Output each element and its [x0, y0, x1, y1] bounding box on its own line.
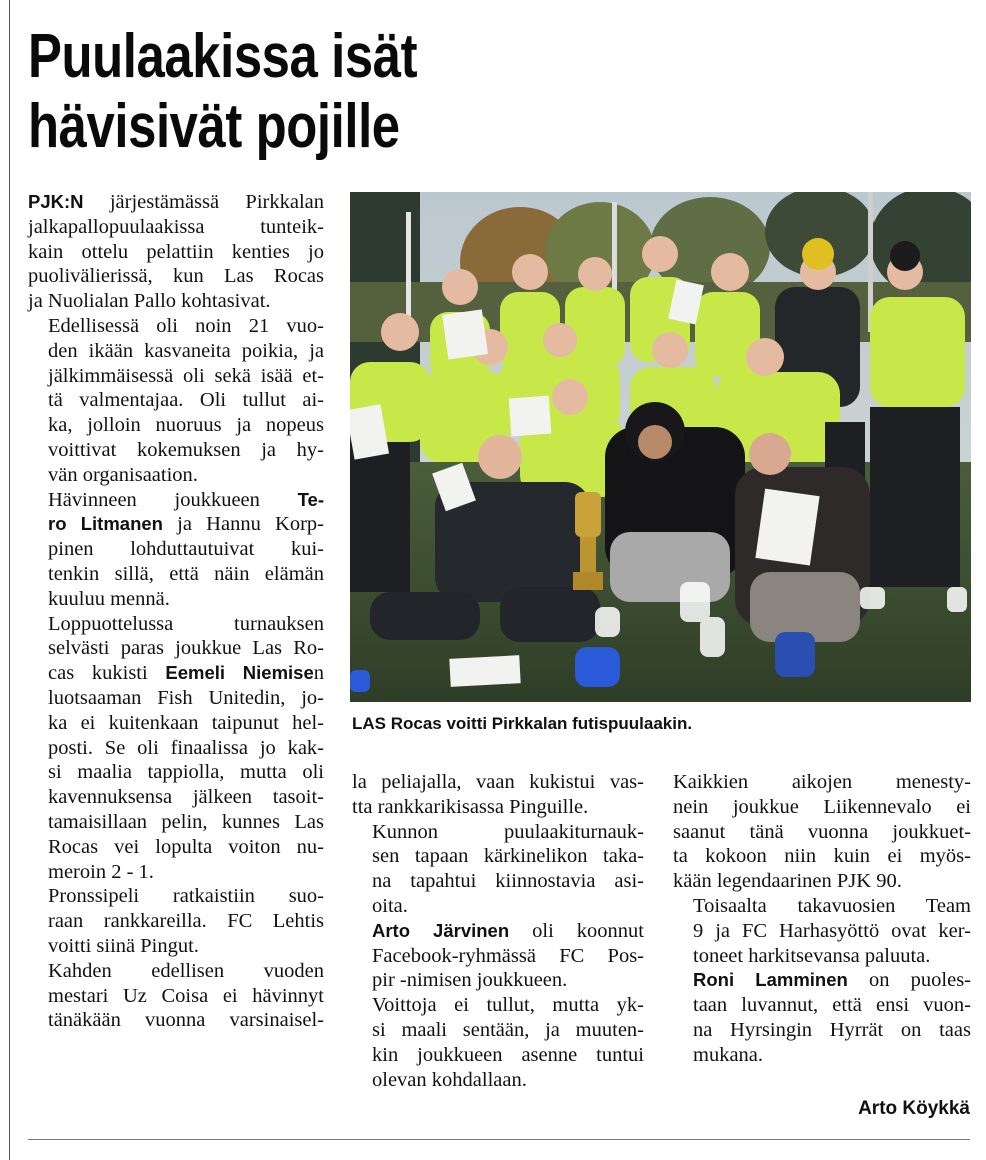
paragraph-8: Kunnon puulaakiturnauk- sen tapaan kärkinelikon taka- na tapahtui kiinnostavia asi- oita.	[372, 820, 644, 917]
bold-name-eemeli-niemisen: Eemeli Niemise	[165, 662, 314, 684]
bold-name-arto-jarvinen: Arto Järvinen	[372, 919, 510, 941]
headline	[28, 22, 520, 162]
paragraph-5: Pronssipeli ratkaistiin suo- raan rankkareilla. FC Lehtis voitti siinä Pingut.	[48, 885, 324, 957]
paragraph-10: Voittoja ei tullut, mutta yk- si maali sentään, ja muuten- kin joukkueen asenne tuntui olevan kohdallaan.	[372, 994, 644, 1091]
paragraph-7: la peliajalla, vaan kukistui vas- tta rankkarikisassa Pinguille.	[352, 771, 644, 818]
article-column-1	[28, 190, 324, 1033]
paragraph-11: Kaikkien aikojen menesty- nein joukkue Liikennevalo ei saanut tänä vuonna joukkuet- ta kokoon niin kuin ei myös- kään legendaarinen PJK 90.	[673, 771, 971, 893]
bottom-rule	[28, 1139, 970, 1140]
photo-caption: LAS Rocas voitti Pirkkalan futispuulaakin.	[352, 714, 693, 733]
paragraph-1: PJK:N järjestämässä Pirkkalan jalkapallopuulaakissa tunteik- kain ottelu pelattiin kenties jo puolivälierissä, kun Las Rocas ja Nuolialan Pallo kohtasivat.	[28, 191, 324, 313]
paragraph-9: Arto Järvinen oli koonnut Facebook-ryhmässä FC Pos- pir -nimisen joukkueen.	[372, 919, 644, 992]
article-column-2	[352, 770, 644, 1092]
page-left-rule	[9, 0, 10, 1160]
paragraph-4: Loppuottelussa turnauksen selvästi paras joukkue Las Ro- cas kukisti Eemeli Niemisen luotsaaman Fish Unitedin, jo- ka ei kuitenkaan taipunut hel- posti. Se oli finaalissa jo kak- si maalia tappiolla, mutta oli kavennuksensa jälkeen tasoit- tamaisillaan pelin, kunnes Las Rocas vei lopulta voiton nu- meroin 2 - 1.	[48, 612, 324, 883]
headline-line-1: Puulaakissa isät	[28, 22, 418, 91]
paragraph-2: Edellisessä oli noin 21 vuo- den ikään kasvaneita poikia, ja jälkimmäisessä oli sekä isää et- tä valmentajaa. Oli tullut ai- ka, jolloin nuoruus ja nopeus voittivat kokemuksen ja hy- vän organisaation.	[48, 314, 324, 486]
article-column-3	[673, 770, 971, 1068]
paragraph-3: Hävinneen joukkueen Te- ro Litmanen ja Hannu Korp- pinen lohduttautuivat kui- tenkin sillä, että näin elämän kuuluu mennä.	[48, 488, 325, 610]
lead-word: PJK:N	[28, 191, 84, 212]
bold-name-roni-lamminen: Roni Lamminen	[693, 969, 848, 991]
paragraph-12: Toisaalta takavuosien Team 9 ja FC Harhasyöttö ovat ker- toneet harkitsevansa paluuta.	[693, 894, 971, 967]
bold-name-tero-litmanen: Te-	[297, 488, 324, 510]
byline: Arto Köykkä	[858, 1098, 970, 1119]
paragraph-13: Roni Lamminen on puoles- taan luvannut, että ensi vuon- na Hyrsingin Hyrrät on taas mukana.	[693, 969, 971, 1066]
team-photo	[350, 192, 971, 702]
paragraph-6: Kahden edellisen vuoden mestari Uz Coisa ei hävinnyt tänäkään vuonna varsinaisel-	[48, 959, 324, 1032]
headline-line-2: hävisivät pojille	[28, 92, 400, 161]
